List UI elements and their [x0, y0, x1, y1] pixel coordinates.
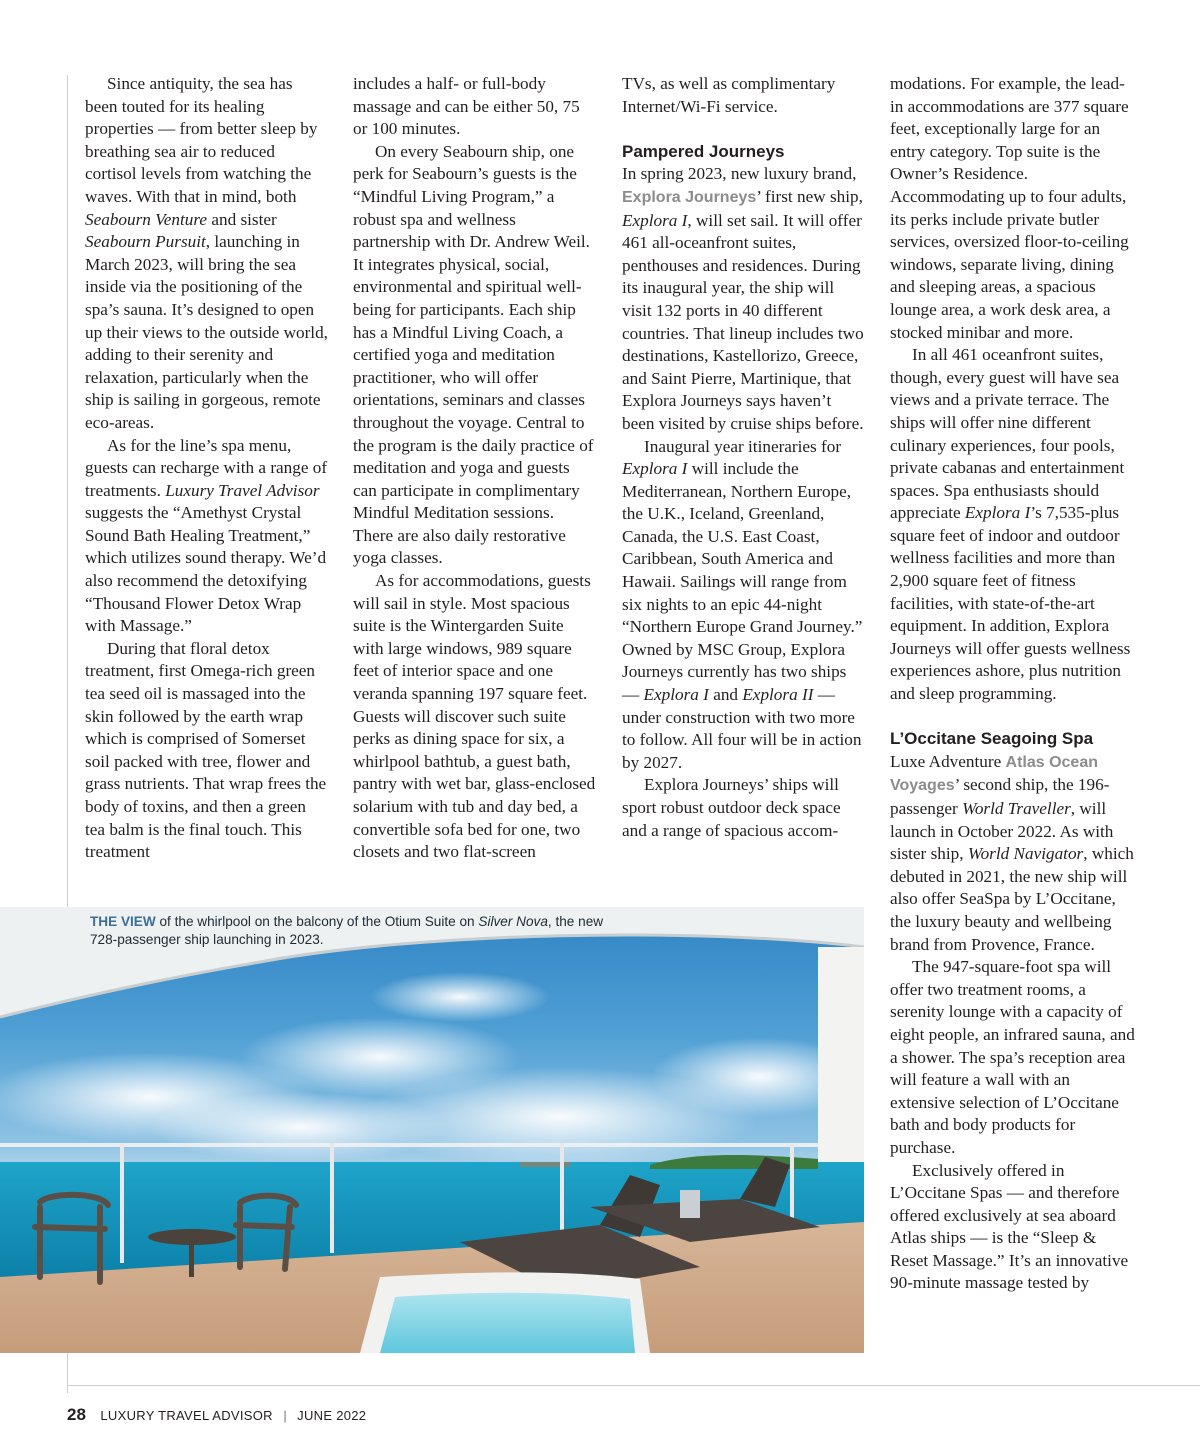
- paragraph: During that floral detox treatment, first Omega-rich green tea seed oil is massaged into the skin followed by the earth wrap which is comprised of Somerset soil packed with tree, flower and grass nutrients. That wrap frees the body of toxins, and then a green tea balm is the final touch. This treatment: [85, 638, 327, 862]
- paragraph: includes a half- or full-body massage and can be either 50, 75 or 100 minutes.: [353, 74, 580, 139]
- paragraph: Inaugural year itineraries for Explora I will include the Mediterranean, Northern Europe, the U.K., Iceland, Greenland, Canada, the U.S. East Coast, Caribbean, South America and Hawaii. Sailings will range from six nights to an epic 44-night “Northern Europe Grand Journey.” Owned by MSC Group, Explora Journeys currently has two ships — Explora I and Explora II — under construction with two more to follow. All four will be in action by 2027.: [622, 436, 863, 772]
- brand-link[interactable]: Explora Journeys: [622, 188, 757, 206]
- photo-caption: THE VIEW of the whirlpool on the balcony of the Otium Suite on Silver Nova, the new 728-passenger ship launching in 2023.: [90, 914, 604, 947]
- paragraph: On every Seabourn ship, one perk for Seabourn’s guests is the “Mindful Living Program,” a robust spa and wellness partnership with Dr. Andrew Weil. It integrates physical, social, environmental and spiritual well-being for participants. Each ship has a Mindful Living Coach, a certified yoga and meditation practitioner, who will offer orientations, seminars and classes throughout the voyage. Central to the program is the daily practice of meditation and yoga and guests can participate in complimentary Mindful Meditation sessions. There are also daily restorative yoga classes.: [353, 141, 594, 568]
- footer-separator: |: [283, 1408, 287, 1423]
- publication-name: LUXURY TRAVEL ADVISOR: [100, 1408, 273, 1423]
- paragraph: TVs, as well as complimentary Internet/Wi-Fi service.: [622, 74, 836, 116]
- paragraph: Exclusively offered in L’Occitane Spas — and therefore offered exclusively at sea aboard Atlas ships — is the “Sleep & Reset Massage.” It’s an innovative 90-minute massage tested by: [890, 1160, 1129, 1293]
- article-column-4: [890, 73, 1136, 1295]
- balcony-whirlpool-photo: [0, 907, 864, 1353]
- article-column-3: [622, 73, 865, 842]
- issue-date: JUNE 2022: [297, 1408, 367, 1423]
- paragraph: In all 461 oceanfront suites, though, every guest will have sea views and a private terrace. The ships will offer nine different culinary experiences, four pools, private cabanas and entertainment spaces. Spa enthusiasts should appreciate Explora I’s 7,535-plus square feet of indoor and outdoor wellness facilities and more than 2,900 square feet of fitness facilities, with state-of-the-art equipment. In addition, Explora Journeys will offer guests wellness experiences ashore, plus nutrition and sleep programming.: [890, 345, 1131, 704]
- paragraph: Since antiquity, the sea has been touted for its healing properties — from better sleep by breathing sea air to reduced cortisol levels from watching the waves. With that in mind, both Seabourn Venture and sister Seabourn Pursuit, launching in March 2023, will bring the sea inside via the positioning of the spa’s sauna. It’s designed to open up their views to the outside world, adding to their serenity and relaxation, particularly when the ship is sailing in gorgeous, remote eco-areas.: [85, 74, 328, 432]
- paragraph: The 947-square-foot spa will offer two treatment rooms, a serenity lounge with a capacity of eight people, an infrared sauna, and a shower. The spa’s reception area will feature a wall with an extensive selection of L’Occitane bath and body products for purchase.: [890, 957, 1135, 1157]
- page-number: 28: [67, 1405, 86, 1424]
- paragraph: As for accommodations, guests will sail in style. Most spacious suite is the Wintergarden Suite with large windows, 989 square feet of interior space and one veranda spanning 197 square feet. Guests will discover such suite perks as dining space for six, a whirlpool bathtub, a guest bath, pantry with wet bar, glass-enclosed solarium with tub and day bed, a convertible sofa bed for one, two closets and two flat-screen: [353, 571, 596, 862]
- article-column-2: [353, 73, 596, 864]
- brand-link[interactable]: Atlas Ocean Voyages: [890, 753, 1098, 795]
- article-column-1: [85, 73, 328, 864]
- paragraph: In spring 2023, new luxury brand, Explora Journeys’ first new ship, Explora I, will set sail. It will offer 461 all-oceanfront suites, penthouses and residences. During its inaugural year, the ship will visit 132 ports in 40 different countries. That lineup includes two destinations, Kastellorizo, Greece, and Saint Pierre, Martinique, that Explora Journeys says haven’t been visited by cruise ships before.: [622, 164, 864, 433]
- paragraph: Explora Journeys’ ships will sport robust outdoor deck space and a range of spacious accom-: [622, 775, 841, 840]
- page-footer: [67, 1405, 366, 1429]
- section-heading: Pampered Journeys: [622, 141, 785, 161]
- section-heading: L’Occitane Seagoing Spa: [890, 729, 1094, 749]
- paragraph: modations. For example, the lead-in accommodations are 377 square feet, exceptionally large for an entry category. Top suite is the Owner’s Residence. Accommodating up to four adults, its perks include private butler services, oversized floor-to-ceiling windows, separate living, dining and sleeping areas, a spacious lounge area, a work desk area, a stocked minibar and more.: [890, 74, 1129, 342]
- caption-lead: THE VIEW: [90, 914, 156, 929]
- photo-illustration: [0, 907, 864, 1353]
- paragraph: As for the line’s spa menu, guests can recharge with a range of treatments. Luxury Travel Advisor suggests the “Amethyst Crystal Sound Bath Healing Treatment,” which utilizes sound therapy. We’d also recommend the detoxifying “Thousand Flower Detox Wrap with Massage.”: [85, 435, 328, 636]
- paragraph: Luxe Adventure Atlas Ocean Voyages’ second ship, the 196-passenger World Traveller, will launch in October 2022. As with sister ship, World Navigator, which debuted in 2021, the new ship will also offer SeaSpa by L’Occitane, the luxury beauty and wellbeing brand from Provence, France.: [890, 751, 1134, 954]
- footer-rule: [67, 1385, 1200, 1386]
